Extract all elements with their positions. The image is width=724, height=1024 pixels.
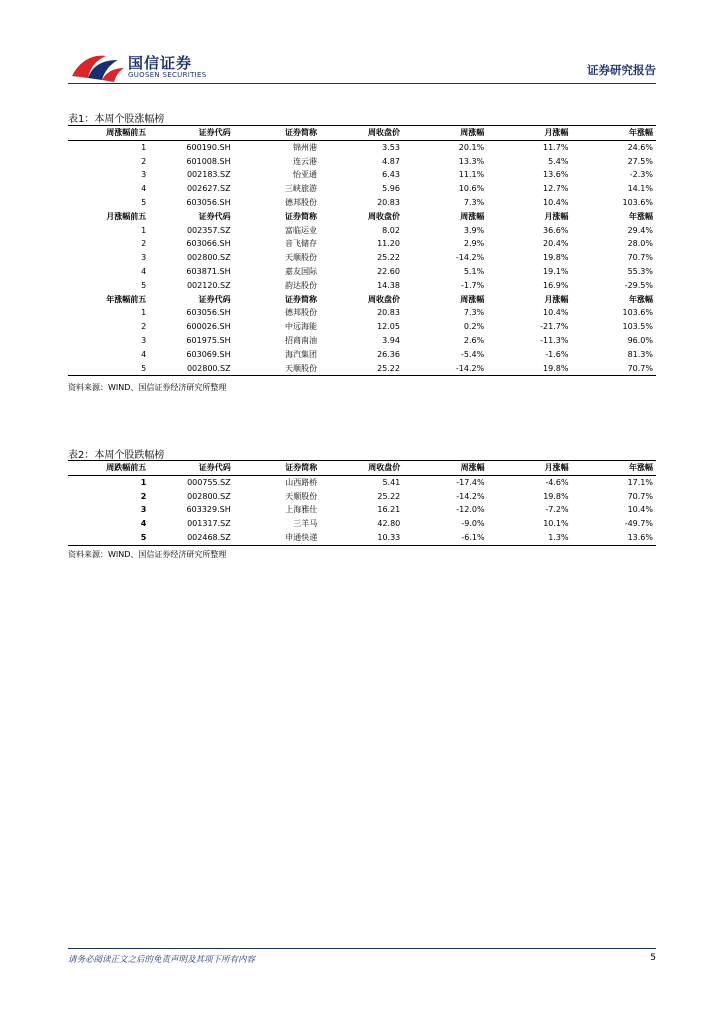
table-cell: 13.6% [572, 531, 656, 545]
table-cell: 601975.SH [186, 335, 231, 345]
table-cell: 2 [141, 239, 147, 249]
table-cell: 4 [141, 184, 147, 194]
table-row [68, 224, 656, 238]
table-cell: 天顺股份 [234, 362, 320, 376]
column-header: 年涨幅 [629, 294, 653, 304]
table-cell: 5.1% [463, 266, 485, 276]
table-cell: 14.1% [627, 184, 653, 194]
table-cell: 13.3% [458, 156, 485, 166]
table-cell: 11.7% [543, 142, 569, 152]
table-cell: -1.7% [460, 280, 485, 290]
table-cell: 德邦股份 [285, 197, 318, 207]
table-cell: 德邦股份 [285, 308, 318, 318]
table-cell: 24.6% [627, 142, 653, 152]
table-row [68, 237, 656, 251]
table-cell: 天顺股份 [285, 253, 318, 263]
table-cell: 4 [141, 349, 147, 359]
table-cell: 3 [140, 505, 147, 515]
column-header: 证券简称 [285, 211, 318, 221]
table-cell: 富临运业 [285, 225, 318, 235]
column-header: 周涨幅 [403, 126, 487, 141]
column-header: 周收盘价 [320, 461, 403, 476]
table-cell: 16.21 [377, 505, 401, 515]
table-cell: 26.36 [377, 349, 400, 359]
table-cell: 11.1% [458, 170, 485, 180]
table-cell: 嘉友国际 [285, 266, 318, 276]
column-header: 年涨幅 [572, 461, 656, 476]
table-cell: -2.3% [629, 170, 653, 180]
table-cell: 17.1% [627, 477, 653, 487]
table-header-row [68, 126, 656, 141]
table-row [68, 168, 656, 182]
table-row [68, 531, 656, 545]
column-header: 证券简称 [285, 294, 318, 304]
table-cell: 招商南油 [285, 335, 318, 345]
table-cell: 25.22 [377, 253, 400, 263]
table-cell: 3.9% [463, 225, 485, 235]
table-cell: 2 [141, 322, 147, 332]
table-cell: 36.6% [543, 225, 569, 235]
table-cell: 10.6% [458, 184, 485, 194]
table-cell: 603329.SH [186, 505, 231, 515]
table-header-row [68, 293, 656, 307]
table-cell: 103.5% [622, 322, 653, 332]
page-number: 5 [650, 953, 656, 963]
column-header: 月涨幅 [544, 294, 569, 304]
table-cell: 13.6% [543, 170, 569, 180]
footer-divider [68, 948, 656, 949]
table-cell: 601008.SH [186, 156, 231, 166]
table-cell: 音飞储存 [285, 239, 318, 249]
table-cell: 12.05 [377, 322, 400, 332]
table-cell: 2.6% [463, 335, 485, 345]
column-header: 证券代码 [198, 294, 231, 304]
table-cell: 中远海能 [285, 322, 318, 332]
table-row [68, 503, 656, 517]
table-cell: 603056.SH [186, 308, 231, 318]
table-cell: 2 [141, 156, 147, 166]
table-cell: 55.3% [627, 266, 653, 276]
table-cell: 2.9% [463, 239, 485, 249]
table-cell: 0.2% [463, 322, 485, 332]
table-cell: 000755.SZ [187, 477, 231, 487]
table-row [68, 155, 656, 169]
table-cell: 山西路桥 [285, 477, 318, 487]
table-row [68, 490, 656, 504]
table-cell: 8.02 [382, 225, 400, 235]
table-cell: 3 [141, 335, 147, 345]
table-cell: 5 [141, 197, 147, 207]
table-cell: -1.6% [545, 349, 569, 359]
table-row [68, 279, 656, 293]
column-header: 年涨幅前五 [106, 294, 147, 304]
table-cell: 002120.SZ [186, 280, 231, 290]
table-cell: -14.2% [456, 491, 485, 501]
column-header: 月涨幅 [487, 126, 571, 141]
table-cell: 600190.SH [186, 142, 231, 152]
table-cell: 三羊马 [293, 519, 318, 529]
table-row [68, 348, 656, 362]
table-cell: 3 [141, 170, 147, 180]
table-cell: -14.2% [455, 253, 485, 263]
column-header: 月涨幅 [544, 211, 569, 221]
table-cell: -21.7% [540, 322, 569, 332]
table-cell: 002357.SZ [186, 225, 231, 235]
table-cell: 20.1% [458, 142, 485, 152]
table-cell: 怡亚通 [293, 170, 318, 180]
table-cell: 002468.SZ [149, 531, 233, 545]
header-divider [68, 83, 656, 84]
column-header: 周收盘价 [320, 126, 403, 141]
table-cell: 连云港 [293, 156, 318, 166]
table-cell: 锦州港 [293, 142, 318, 152]
column-header: 证券简称 [234, 461, 321, 476]
table1-title: 表1：本周个股涨幅榜 [68, 114, 165, 125]
table-cell: 1 [141, 308, 147, 318]
table-cell: -29.5% [624, 280, 653, 290]
table-cell: 10.1% [543, 519, 569, 529]
table-header-row [68, 210, 656, 224]
table-cell: 10.4% [627, 505, 653, 515]
table-cell: 5.4% [548, 156, 569, 166]
table-cell: 5 [68, 531, 149, 545]
table-cell: 4 [140, 519, 147, 529]
table-cell: -49.7% [624, 519, 653, 529]
table-cell: 2 [140, 491, 147, 501]
table-cell: 002627.SZ [186, 184, 231, 194]
table-cell: 海汽集团 [285, 349, 318, 359]
table-cell: 10.4% [543, 197, 569, 207]
table-cell: 81.3% [627, 349, 653, 359]
table-cell: 25.22 [320, 362, 403, 376]
table-cell: 5.96 [382, 184, 400, 194]
table-cell: -17.4% [456, 477, 485, 487]
table-cell: 3 [141, 253, 147, 263]
table-cell: 10.33 [320, 531, 403, 545]
table-cell: 7.3% [463, 308, 485, 318]
table-cell: 1 [141, 142, 147, 152]
table-cell: -12.0% [456, 505, 485, 515]
page-header [0, 0, 724, 90]
table-row [68, 196, 656, 210]
table-cell: 19.8% [543, 491, 569, 501]
table-header-row [68, 461, 656, 476]
table-row [68, 517, 656, 531]
table-row [68, 140, 656, 154]
table-cell: 7.3% [463, 197, 485, 207]
guosen-logo-mark-icon [70, 50, 126, 84]
table-cell: 天顺股份 [285, 491, 318, 501]
table-cell: 27.5% [627, 156, 653, 166]
table-cell: 19.8% [543, 253, 569, 263]
table-row [68, 182, 656, 196]
table-cell: 5 [141, 280, 147, 290]
table-cell: 5 [68, 362, 149, 376]
table-cell: -5.4% [460, 349, 485, 359]
table-cell: 三峡旅游 [285, 184, 318, 194]
table-cell: 96.0% [627, 335, 653, 345]
table-cell: 603066.SH [186, 239, 231, 249]
table-row [68, 320, 656, 334]
table-cell: 42.80 [377, 519, 401, 529]
table-cell: 002800.SZ [187, 491, 231, 501]
table-row [68, 251, 656, 265]
table-cell: -11.3% [540, 335, 569, 345]
table-cell: 4.87 [382, 156, 400, 166]
table-row [68, 475, 656, 489]
table-cell: 603069.SH [186, 349, 231, 359]
column-header: 年涨幅 [571, 126, 656, 141]
table-cell: 603871.SH [186, 266, 231, 276]
table-cell: 002183.SZ [186, 170, 231, 180]
column-header: 证券代码 [149, 461, 233, 476]
table-cell: -7.2% [545, 505, 569, 515]
table-cell: 603056.SH [186, 197, 231, 207]
table-cell: 103.6% [622, 197, 653, 207]
table1-source: 资料来源：WIND、国信证券经济研究所整理 [68, 383, 227, 392]
table-cell: -9.0% [461, 519, 485, 529]
table-cell: 20.83 [377, 308, 400, 318]
table-cell: 1.3% [488, 531, 572, 545]
table-cell: 001317.SZ [187, 519, 231, 529]
brand-name-en: GUOSEN SECURITIES [128, 71, 207, 79]
table-cell: 29.4% [627, 225, 653, 235]
table-cell: 5.41 [382, 477, 401, 487]
column-header: 证券代码 [149, 126, 233, 141]
table-cell: 19.8% [487, 362, 571, 376]
table-cell: 上海雅仕 [285, 505, 318, 515]
losers-table [68, 460, 656, 546]
table-cell: 1 [141, 225, 147, 235]
table-cell: 20.83 [377, 197, 400, 207]
column-header: 周收盘价 [367, 211, 400, 221]
table-cell: -6.1% [403, 531, 487, 545]
brand-name-cn: 国信证券 [128, 54, 193, 72]
table-cell: 韵达股份 [285, 280, 318, 290]
table-cell: 14.38 [377, 280, 400, 290]
table-cell: 22.60 [377, 266, 400, 276]
report-type-label: 证券研究报告 [587, 63, 656, 77]
footer-disclaimer: 请务必阅读正文之后的免责声明及其项下所有内容 [68, 955, 256, 965]
table-cell: 11.20 [377, 239, 400, 249]
table-row [68, 306, 656, 320]
column-header: 周收盘价 [367, 294, 400, 304]
table-cell: 16.9% [543, 280, 569, 290]
column-header: 周涨幅 [403, 461, 487, 476]
table-cell: 10.4% [543, 308, 569, 318]
table-cell: 19.1% [543, 266, 569, 276]
table-cell: 4 [141, 266, 147, 276]
table-cell: 600026.SH [186, 322, 231, 332]
table-row [68, 334, 656, 348]
table-cell: 103.6% [622, 308, 653, 318]
table-cell: 申通快递 [234, 531, 321, 545]
column-header: 周涨幅前五 [68, 126, 149, 141]
table2-title: 表2：本周个股跌幅榜 [68, 450, 165, 461]
table-cell: 20.4% [543, 239, 569, 249]
table2-source: 资料来源：WIND、国信证券经济研究所整理 [68, 550, 227, 559]
column-header: 月涨幅 [488, 461, 572, 476]
table-row [68, 362, 656, 376]
table-cell: 70.7% [627, 491, 653, 501]
table-cell: 3.94 [382, 335, 400, 345]
gainers-table [68, 125, 656, 376]
table-cell: 002800.SZ [186, 253, 231, 263]
table-cell: 1 [140, 477, 147, 487]
column-header: 年涨幅 [629, 211, 653, 221]
table-cell: 3.53 [382, 142, 400, 152]
column-header: 证券代码 [198, 211, 231, 221]
column-header: 周涨幅 [460, 294, 485, 304]
table-cell: -14.2% [403, 362, 487, 376]
column-header: 证券简称 [234, 126, 320, 141]
table-cell: 002800.SZ [149, 362, 233, 376]
table-cell: 70.7% [627, 253, 653, 263]
table-row [68, 265, 656, 279]
guosen-logo [70, 50, 230, 84]
column-header: 周跌幅前五 [68, 461, 149, 476]
table-cell: -4.6% [545, 477, 569, 487]
table-cell: 6.43 [382, 170, 400, 180]
column-header: 月涨幅前五 [106, 211, 147, 221]
table-cell: 70.7% [571, 362, 656, 376]
column-header: 周涨幅 [460, 211, 485, 221]
table-cell: 12.7% [543, 184, 569, 194]
table-cell: 28.0% [627, 239, 653, 249]
table-cell: 25.22 [377, 491, 401, 501]
